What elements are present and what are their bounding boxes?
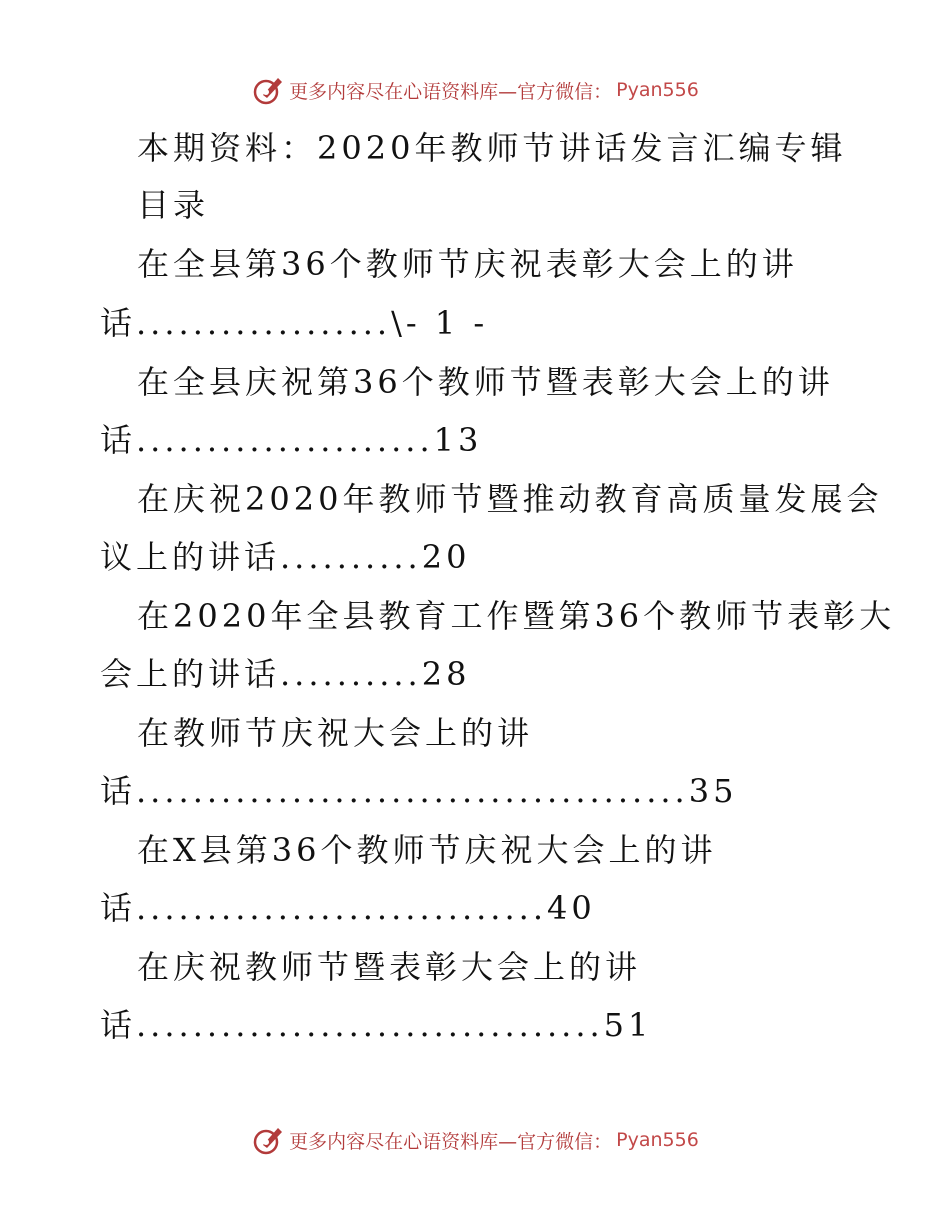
toc-entry-3-title[interactable]: 在庆祝2020年教师节暨推动教育高质量发展会	[137, 480, 883, 518]
toc-entry-1-title[interactable]: 在全县第36个教师节庆祝表彰大会上的讲	[137, 245, 798, 283]
toc-entry-5-page[interactable]: 话.......................................35	[100, 772, 738, 810]
toc-entry-7-page[interactable]: 话.................................51	[100, 1006, 653, 1044]
toc-entry-3-page[interactable]: 议上的讲话..........20	[100, 538, 471, 576]
pen-nib-logo-icon	[251, 1123, 285, 1157]
toc-entry-7-title[interactable]: 在庆祝教师节暨表彰大会上的讲	[137, 948, 642, 986]
toc-entry-4-page[interactable]: 会上的讲话..........28	[100, 655, 471, 693]
toc-entry-6-page[interactable]: 话.............................40	[100, 889, 596, 927]
watermark-account: Pyan556	[616, 1129, 699, 1151]
pen-nib-logo-icon	[251, 73, 285, 107]
watermark-text: 更多内容尽在心语资料库—官方微信：	[289, 80, 613, 103]
toc-entry-1-page[interactable]: 话..................\- 1 -	[100, 304, 489, 342]
footer-watermark	[0, 1120, 950, 1160]
toc-entry-2-title[interactable]: 在全县庆祝第36个教师节暨表彰大会上的讲	[137, 363, 834, 401]
watermark-account: Pyan556	[616, 79, 699, 101]
toc-entry-4-title[interactable]: 在2020年全县教育工作暨第36个教师节表彰大	[137, 597, 896, 635]
toc-heading: 目录	[137, 186, 210, 224]
toc-entry-2-page[interactable]: 话.....................13	[100, 421, 483, 459]
header-watermark	[0, 70, 950, 110]
toc-entry-6-title[interactable]: 在X县第36个教师节庆祝大会上的讲	[137, 831, 717, 869]
document-title: 本期资料：2020年教师节讲话发言汇编专辑	[137, 129, 847, 167]
watermark-text: 更多内容尽在心语资料库—官方微信：	[289, 1130, 613, 1153]
toc-entry-5-title[interactable]: 在教师节庆祝大会上的讲	[137, 714, 534, 752]
